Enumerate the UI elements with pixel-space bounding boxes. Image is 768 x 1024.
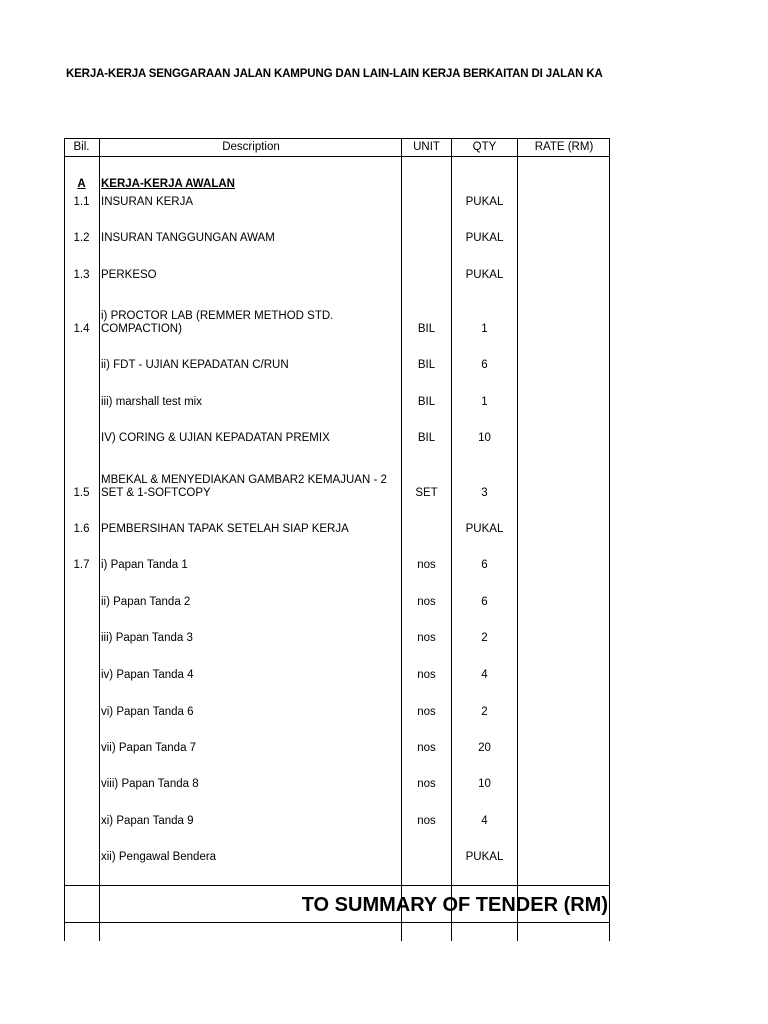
row-qty: PUKAL [465, 851, 504, 863]
column-header-qty: QTY [472, 141, 497, 153]
row-description: vii) Papan Tanda 7 [101, 742, 197, 754]
row-description: ii) FDT - UJIAN KEPADATAN C/RUN [101, 359, 289, 371]
grid-line [64, 885, 610, 886]
row-description: xii) Pengawal Bendera [101, 851, 217, 863]
column-header-rate: RATE (RM) [534, 141, 594, 153]
row-unit: nos [417, 596, 436, 608]
row-bil: 1.5 [73, 487, 90, 499]
row-description: i) PROCTOR LAB (REMMER METHOD STD. COMPACTION) [101, 310, 334, 335]
row-description: PERKESO [101, 269, 157, 281]
row-description: iii) Papan Tanda 3 [101, 632, 193, 644]
row-unit: nos [417, 706, 436, 718]
row-description: i) Papan Tanda 1 [101, 559, 188, 571]
row-unit: nos [417, 632, 436, 644]
row-bil: 1.1 [73, 196, 90, 208]
row-qty: 1 [481, 323, 488, 335]
row-description: xi) Papan Tanda 9 [101, 815, 194, 827]
row-bil: 1.6 [73, 523, 90, 535]
section-code: A [77, 178, 86, 190]
row-description: INSURAN KERJA [101, 196, 194, 208]
row-qty: 10 [478, 432, 491, 444]
section-title: KERJA-KERJA AWALAN [101, 178, 235, 190]
row-qty: PUKAL [465, 232, 504, 244]
summary-label: TO SUMMARY OF TENDER (RM) [301, 894, 608, 916]
row-qty: 6 [481, 559, 488, 571]
document-heading: KERJA-KERJA SENGGARAAN JALAN KAMPUNG DAN LAIN-LAIN KERJA BERKAITAN DI JALAN KA [66, 68, 603, 80]
grid-line [64, 138, 65, 941]
row-bil: 1.7 [73, 559, 90, 571]
row-description: vi) Papan Tanda 6 [101, 706, 194, 718]
row-qty: PUKAL [465, 269, 504, 281]
row-unit: nos [417, 778, 436, 790]
row-bil: 1.2 [73, 232, 90, 244]
grid-line [64, 138, 610, 139]
row-qty: PUKAL [465, 523, 504, 535]
grid-line [99, 138, 100, 941]
row-qty: 2 [481, 706, 488, 718]
row-unit: BIL [417, 432, 436, 444]
grid-line [64, 922, 610, 923]
row-qty: 6 [481, 596, 488, 608]
row-description: ii) Papan Tanda 2 [101, 596, 191, 608]
row-unit: BIL [417, 396, 436, 408]
row-unit: SET [415, 487, 438, 499]
grid-line [64, 156, 610, 157]
row-qty: 3 [481, 487, 488, 499]
row-bil: 1.3 [73, 269, 90, 281]
row-qty: 2 [481, 632, 488, 644]
row-description: PEMBERSIHAN TAPAK SETELAH SIAP KERJA [101, 523, 349, 535]
row-unit: BIL [417, 359, 436, 371]
column-header-description: Description [222, 141, 280, 153]
row-description: iii) marshall test mix [101, 396, 202, 408]
row-unit: nos [417, 742, 436, 754]
row-unit: nos [417, 815, 436, 827]
row-qty: 4 [481, 815, 488, 827]
grid-line [609, 138, 610, 941]
row-qty: 10 [478, 778, 491, 790]
row-qty: 6 [481, 359, 488, 371]
row-description: INSURAN TANGGUNGAN AWAM [101, 232, 275, 244]
row-qty: 4 [481, 669, 488, 681]
row-unit: nos [417, 559, 436, 571]
row-unit: nos [417, 669, 436, 681]
row-qty: 1 [481, 396, 488, 408]
row-qty: 20 [478, 742, 491, 754]
row-description: IV) CORING & UJIAN KEPADATAN PREMIX [101, 432, 330, 444]
row-qty: PUKAL [465, 196, 504, 208]
row-description: viii) Papan Tanda 8 [101, 778, 199, 790]
row-unit: BIL [417, 323, 436, 335]
row-description: MBEKAL & MENYEDIAKAN GAMBAR2 KEMAJUAN - 2 SET & 1-SOFTCOPY [101, 474, 387, 499]
row-bil: 1.4 [73, 323, 90, 335]
bill-of-quantities-table [64, 138, 610, 941]
row-description: iv) Papan Tanda 4 [101, 669, 194, 681]
grid-line [517, 138, 518, 941]
column-header-unit: UNIT [413, 141, 440, 153]
column-header-bil: Bil. [73, 141, 90, 153]
